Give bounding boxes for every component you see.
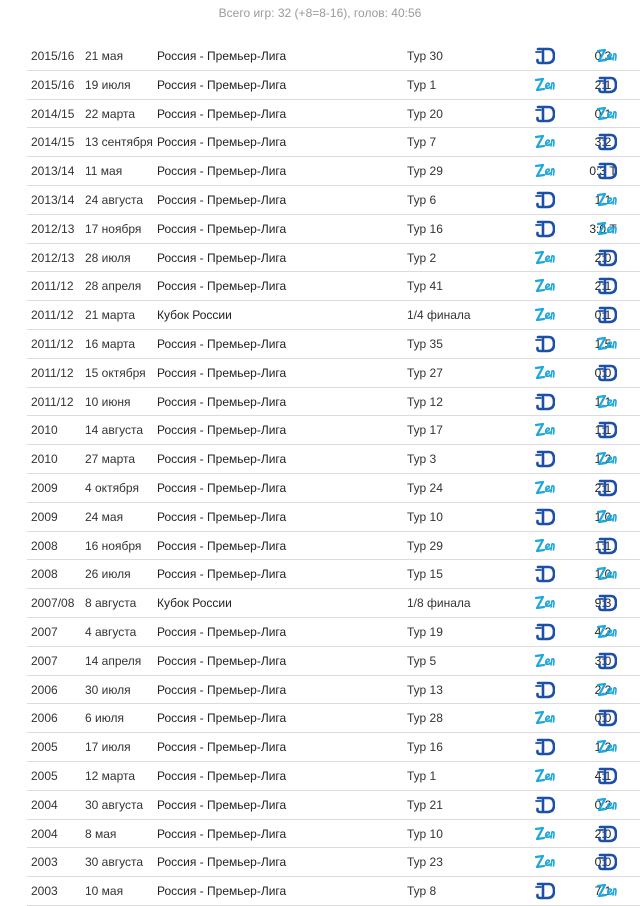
match-tournament-link[interactable]: Кубок России (157, 308, 232, 323)
match-score-link[interactable]: 3:2 (594, 135, 612, 150)
zenit-logo-icon[interactable] (597, 450, 617, 468)
match-season: 2013/14 (31, 164, 75, 179)
match-row[interactable] (27, 848, 640, 877)
match-season: 2014/15 (31, 135, 75, 150)
match-row[interactable] (27, 647, 640, 676)
dinamo-logo-icon[interactable] (597, 162, 617, 180)
match-date: 17 июля (85, 740, 131, 755)
match-tournament-link[interactable]: Россия - Премьер-Лига (157, 740, 287, 755)
match-round: Тур 41 (407, 279, 443, 294)
match-date: 22 марта (85, 106, 136, 121)
match-row[interactable] (27, 532, 640, 561)
zenit-logo-icon[interactable] (597, 220, 617, 238)
zenit-logo-icon[interactable] (535, 133, 555, 151)
match-round: Тур 16 (407, 740, 443, 755)
zenit-logo-icon[interactable] (597, 335, 617, 353)
match-row[interactable] (27, 676, 640, 705)
match-date: 19 июля (85, 77, 131, 92)
match-row[interactable] (27, 244, 640, 273)
match-score-link[interactable]: 9:3 (594, 596, 612, 611)
match-season: 2012/13 (31, 250, 75, 265)
dinamo-logo-icon[interactable] (597, 421, 617, 439)
match-tournament-link[interactable]: Россия - Премьер-Лига (157, 279, 287, 294)
match-date: 8 мая (85, 826, 117, 841)
match-tournament-link[interactable]: Кубок России (157, 596, 232, 611)
match-date: 16 марта (85, 336, 136, 351)
dinamo-logo-icon[interactable] (597, 853, 617, 871)
match-tournament-link[interactable]: Россия - Премьер-Лига (157, 567, 287, 582)
match-round: Тур 13 (407, 682, 443, 697)
dinamo-logo-icon[interactable] (535, 882, 555, 900)
match-date: 17 ноября (85, 221, 142, 236)
match-date: 26 июля (85, 567, 131, 582)
dinamo-logo-icon[interactable] (597, 479, 617, 497)
match-tournament-link[interactable]: Россия - Премьер-Лига (157, 106, 287, 121)
match-date: 13 сентября (85, 135, 153, 150)
match-score-link[interactable]: 1:5 (594, 336, 612, 351)
match-round: Тур 17 (407, 423, 443, 438)
dinamo-logo-icon[interactable] (597, 133, 617, 151)
match-season: 2010 (31, 452, 58, 467)
match-row[interactable] (27, 474, 640, 503)
match-date: 14 августа (85, 423, 144, 438)
zenit-logo-icon[interactable] (535, 421, 555, 439)
match-row[interactable] (27, 157, 640, 186)
match-tournament-link[interactable]: Россия - Премьер-Лига (157, 365, 287, 380)
match-score-link[interactable]: 2:0 (594, 826, 612, 841)
zenit-logo-icon[interactable] (535, 853, 555, 871)
match-date: 30 августа (85, 797, 144, 812)
match-date: 28 июля (85, 250, 131, 265)
match-score-link[interactable]: 1:1 (594, 394, 612, 409)
dinamo-logo-icon[interactable] (535, 105, 555, 123)
match-date: 4 августа (85, 624, 137, 639)
zenit-logo-icon[interactable] (535, 277, 555, 295)
match-row[interactable] (27, 445, 640, 474)
match-score-link[interactable]: 2:0 (594, 250, 612, 265)
match-round: Тур 15 (407, 567, 443, 582)
match-score-link[interactable]: 0:0 (594, 855, 612, 870)
match-row[interactable] (27, 733, 640, 762)
zenit-logo-icon[interactable] (597, 796, 617, 814)
dinamo-logo-icon[interactable] (535, 47, 555, 65)
match-round: Тур 10 (407, 826, 443, 841)
zenit-logo-icon[interactable] (597, 47, 617, 65)
match-round: Тур 28 (407, 711, 443, 726)
match-season: 2013/14 (31, 192, 75, 207)
match-row[interactable] (27, 100, 640, 129)
match-round: Тур 21 (407, 797, 443, 812)
match-row[interactable] (27, 359, 640, 388)
match-row[interactable] (27, 704, 640, 733)
zenit-logo-icon[interactable] (597, 623, 617, 641)
match-row[interactable] (27, 618, 640, 647)
match-score-link[interactable]: 1:2 (594, 452, 612, 467)
zenit-logo-icon[interactable] (535, 364, 555, 382)
match-date: 10 июня (85, 394, 131, 409)
match-score-link[interactable]: 1:1 (594, 423, 612, 438)
zenit-logo-icon[interactable] (597, 105, 617, 123)
dinamo-logo-icon[interactable] (535, 796, 555, 814)
zenit-logo-icon[interactable] (535, 306, 555, 324)
match-row[interactable] (27, 330, 640, 359)
dinamo-logo-icon[interactable] (535, 393, 555, 411)
match-row[interactable] (27, 128, 640, 157)
match-row[interactable] (27, 301, 640, 330)
match-date: 12 марта (85, 768, 136, 783)
match-round: Тур 30 (407, 49, 443, 63)
match-tournament-link[interactable]: Россия - Премьер-Лига (157, 797, 287, 812)
match-tournament-link[interactable]: Россия - Премьер-Лига (157, 538, 287, 553)
dinamo-logo-icon[interactable] (597, 76, 617, 94)
zenit-logo-icon[interactable] (597, 508, 617, 526)
zenit-logo-icon[interactable] (535, 479, 555, 497)
match-tournament-link[interactable]: Россия - Премьер-Лига (157, 135, 287, 150)
match-score-link[interactable]: 1:0 (594, 509, 612, 524)
match-row[interactable] (27, 388, 640, 417)
match-date: 10 мая (85, 884, 124, 899)
matches-table (27, 42, 640, 906)
match-season: 2010 (31, 423, 58, 438)
match-tournament-link[interactable]: Россия - Премьер-Лига (157, 509, 287, 524)
match-date: 27 марта (85, 452, 136, 467)
dinamo-logo-icon[interactable] (535, 450, 555, 468)
match-season: 2005 (31, 740, 58, 755)
match-score-link[interactable]: 1:0 (594, 567, 612, 582)
match-score-link[interactable]: 0:0 (594, 365, 612, 380)
match-round: Тур 24 (407, 480, 443, 495)
match-date: 8 августа (85, 596, 137, 611)
match-score-link[interactable]: 7:1 (594, 884, 612, 899)
match-tournament-link[interactable]: Россия - Премьер-Лига (157, 480, 287, 495)
match-date: 15 октября (85, 365, 146, 380)
match-tournament-link[interactable]: Россия - Премьер-Лига (157, 77, 287, 92)
match-score-link[interactable]: 3:0 Т (589, 221, 617, 236)
dinamo-logo-icon[interactable] (597, 277, 617, 295)
dinamo-logo-icon[interactable] (597, 364, 617, 382)
match-round: Тур 2 (407, 250, 437, 265)
match-row[interactable] (27, 503, 640, 532)
match-date: 24 мая (85, 509, 124, 524)
match-season: 2009 (31, 509, 58, 524)
match-tournament-link[interactable]: Россия - Премьер-Лига (157, 221, 287, 236)
match-date: 28 апреля (85, 279, 142, 294)
match-season: 2008 (31, 567, 58, 582)
match-tournament-link[interactable]: Россия - Премьер-Лига (157, 394, 287, 409)
match-row[interactable] (27, 560, 640, 589)
match-season: 2008 (31, 538, 58, 553)
match-season: 2005 (31, 768, 58, 783)
match-round: Тур 1 (407, 768, 437, 783)
match-row[interactable] (27, 762, 640, 791)
match-season: 2004 (31, 797, 58, 812)
match-score-link[interactable]: 1:2 (594, 740, 612, 755)
zenit-logo-icon[interactable] (597, 738, 617, 756)
match-tournament-link[interactable]: Россия - Премьер-Лига (157, 855, 287, 870)
dinamo-logo-icon[interactable] (597, 249, 617, 267)
dinamo-logo-icon[interactable] (535, 623, 555, 641)
zenit-logo-icon[interactable] (535, 594, 555, 612)
match-score-link[interactable]: 1:1 (594, 538, 612, 553)
dinamo-logo-icon[interactable] (535, 681, 555, 699)
match-tournament-link[interactable]: Россия - Премьер-Лига (157, 624, 287, 639)
dinamo-logo-icon[interactable] (597, 306, 617, 324)
match-row[interactable] (27, 589, 640, 618)
match-round: Тур 35 (407, 336, 443, 351)
match-season: 2015/16 (31, 77, 75, 92)
match-season: 2011/12 (31, 365, 74, 380)
zenit-logo-icon[interactable] (535, 825, 555, 843)
dinamo-logo-icon[interactable] (597, 767, 617, 785)
match-date: 30 августа (85, 855, 144, 870)
match-row[interactable] (27, 71, 640, 100)
match-round: Тур 16 (407, 221, 443, 236)
match-round: Тур 5 (407, 653, 437, 668)
match-date: 16 ноября (85, 538, 142, 553)
match-date: 21 марта (85, 308, 136, 323)
match-score-link[interactable]: 4:1 (594, 768, 612, 783)
match-round: Тур 12 (407, 394, 443, 409)
match-tournament-link[interactable]: Россия - Премьер-Лига (157, 336, 287, 351)
match-date: 4 октября (85, 480, 139, 495)
match-score-link[interactable]: 3:0 (594, 653, 612, 668)
match-row[interactable] (27, 42, 640, 71)
match-row[interactable] (27, 791, 640, 820)
match-round: 1/4 финала (407, 308, 471, 323)
match-date: 6 июля (85, 711, 124, 726)
match-season: 2006 (31, 682, 58, 697)
match-tournament-link[interactable]: Россия - Премьер-Лига (157, 653, 287, 668)
match-date: 11 мая (85, 164, 123, 179)
match-season: 2003 (31, 884, 58, 899)
match-date: 21 мая (85, 49, 124, 63)
match-season: 2011/12 (31, 308, 74, 323)
dinamo-logo-icon[interactable] (535, 508, 555, 526)
match-score-link[interactable]: 1:1 (594, 192, 612, 207)
match-season: 2014/15 (31, 106, 75, 121)
zenit-logo-icon[interactable] (597, 393, 617, 411)
match-row[interactable] (27, 215, 640, 244)
match-round: Тур 19 (407, 624, 443, 639)
dinamo-logo-icon[interactable] (535, 191, 555, 209)
match-date: 14 апреля (85, 653, 142, 668)
match-score-link[interactable]: 2:1 (594, 480, 612, 495)
match-tournament-link[interactable]: Россия - Премьер-Лига (157, 452, 287, 467)
dinamo-logo-icon[interactable] (535, 738, 555, 756)
match-tournament-link[interactable]: Россия - Премьер-Лига (157, 711, 287, 726)
zenit-logo-icon[interactable] (597, 565, 617, 583)
match-tournament-link[interactable]: Россия - Премьер-Лига (157, 250, 287, 265)
zenit-logo-icon[interactable] (597, 882, 617, 900)
match-season: 2007 (31, 653, 58, 668)
match-tournament-link[interactable]: Россия - Премьер-Лига (157, 49, 287, 63)
match-round: Тур 29 (407, 164, 443, 179)
match-season: 2006 (31, 711, 58, 726)
match-round: 1/8 финала (407, 596, 471, 611)
dinamo-logo-icon[interactable] (597, 825, 617, 843)
match-round: Тур 27 (407, 365, 443, 380)
dinamo-logo-icon[interactable] (597, 537, 617, 555)
dinamo-logo-icon[interactable] (597, 652, 617, 670)
match-tournament-link[interactable]: Россия - Премьер-Лига (157, 682, 287, 697)
match-season: 2011/12 (31, 394, 74, 409)
match-tournament-link[interactable]: Россия - Премьер-Лига (157, 826, 287, 841)
match-season: 2009 (31, 480, 58, 495)
match-tournament-link[interactable]: Россия - Премьер-Лига (157, 423, 287, 438)
match-round: Тур 3 (407, 452, 437, 467)
match-round: Тур 6 (407, 192, 437, 207)
match-score-link[interactable]: 0:1 (594, 106, 612, 121)
match-round: Тур 7 (407, 135, 437, 150)
match-score-link[interactable]: 4:2 (594, 624, 612, 639)
zenit-logo-icon[interactable] (535, 767, 555, 785)
match-score-link[interactable]: 2:1 (594, 77, 612, 92)
match-score-link[interactable]: 0:2 (594, 797, 612, 812)
match-tournament-link[interactable]: Россия - Премьер-Лига (157, 884, 287, 899)
zenit-logo-icon[interactable] (535, 249, 555, 267)
match-round: Тур 29 (407, 538, 443, 553)
dinamo-logo-icon[interactable] (535, 220, 555, 238)
zenit-logo-icon[interactable] (597, 681, 617, 699)
match-date: 30 июля (85, 682, 131, 697)
zenit-logo-icon[interactable] (597, 191, 617, 209)
match-round: Тур 23 (407, 855, 443, 870)
match-row[interactable] (27, 186, 640, 215)
match-score-link[interactable]: 2:1 (594, 279, 612, 294)
match-score-link[interactable]: 0:0 (594, 711, 612, 726)
games-summary: Всего игр: 32 (+8=8-16), голов: 40:56 (218, 6, 422, 20)
match-tournament-link[interactable]: Россия - Премьер-Лига (157, 768, 287, 783)
match-season: 2007/08 (31, 596, 75, 611)
match-round: Тур 10 (407, 509, 443, 524)
match-row[interactable] (27, 820, 640, 849)
zenit-logo-icon[interactable] (535, 162, 555, 180)
match-tournament-link[interactable]: Россия - Премьер-Лига (157, 164, 287, 179)
match-row[interactable] (27, 272, 640, 301)
match-score-link[interactable]: 2:2 (594, 682, 612, 697)
dinamo-logo-icon[interactable] (597, 709, 617, 727)
zenit-logo-icon[interactable] (535, 709, 555, 727)
match-season: 2011/12 (31, 336, 74, 351)
match-tournament-link[interactable]: Россия - Премьер-Лига (157, 192, 287, 207)
match-season: 2015/16 (31, 49, 75, 63)
match-score-link[interactable]: 0:3 Т (589, 164, 617, 179)
match-season: 2004 (31, 826, 58, 841)
match-score-link[interactable]: 0:1 (594, 308, 612, 323)
dinamo-logo-icon[interactable] (597, 594, 617, 612)
match-round: Тур 1 (407, 77, 437, 92)
match-season: 2003 (31, 855, 58, 870)
match-season: 2012/13 (31, 221, 75, 236)
match-date: 24 августа (85, 192, 144, 207)
dinamo-logo-icon[interactable] (535, 335, 555, 353)
match-season: 2007 (31, 624, 58, 639)
zenit-logo-icon[interactable] (535, 652, 555, 670)
match-score-link[interactable]: 0:3 (594, 49, 612, 63)
zenit-logo-icon[interactable] (535, 537, 555, 555)
match-row[interactable] (27, 416, 640, 445)
zenit-logo-icon[interactable] (535, 76, 555, 94)
match-season: 2011/12 (31, 279, 74, 294)
match-round: Тур 8 (407, 884, 437, 899)
dinamo-logo-icon[interactable] (535, 565, 555, 583)
match-round: Тур 20 (407, 106, 443, 121)
